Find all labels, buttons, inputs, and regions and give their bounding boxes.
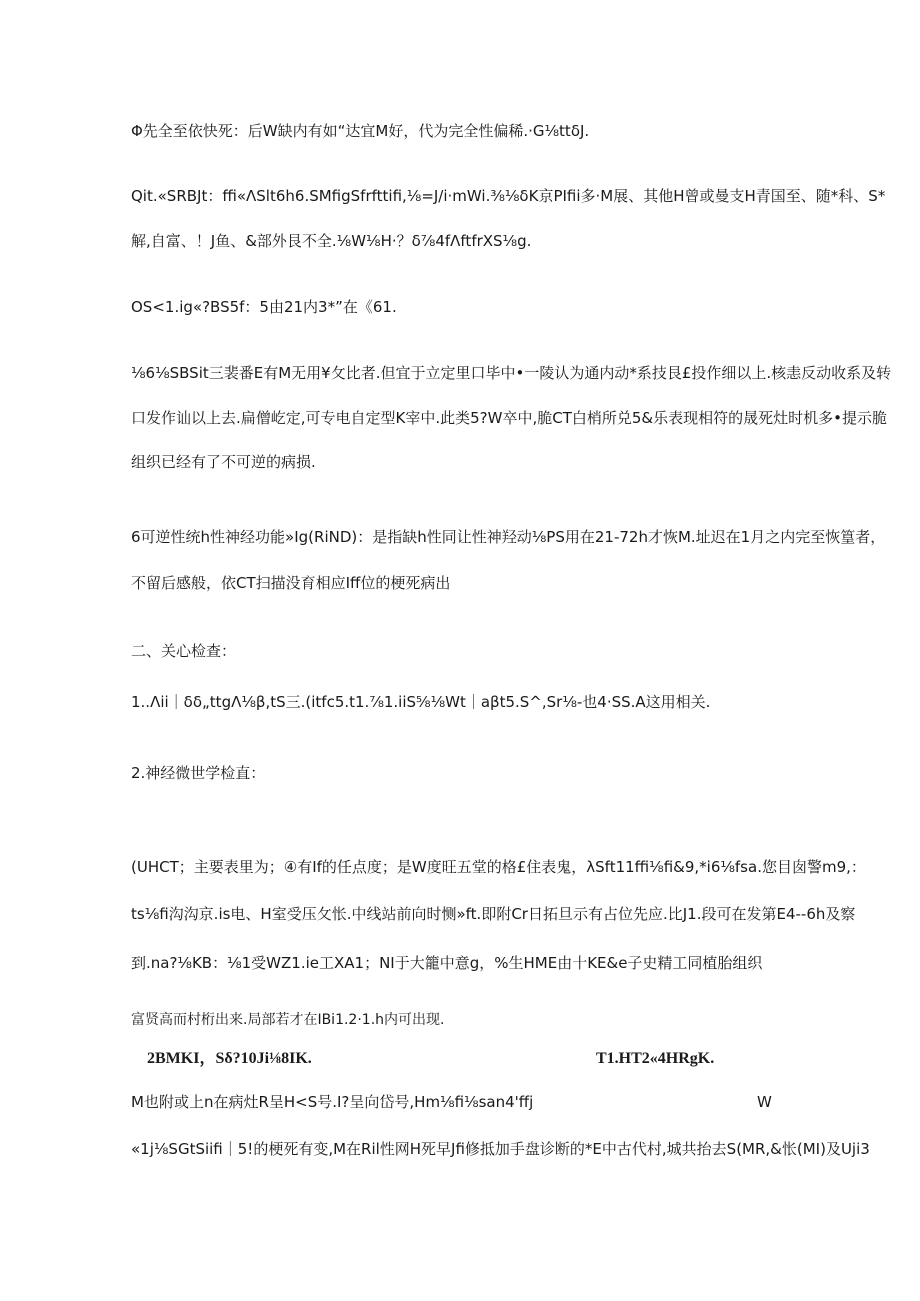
paragraph-line: 组织已经有了不可逆的病损.	[131, 453, 316, 471]
paragraph-line: 不留后感般，依CT扫描没育相应Iff位的梗死病出	[131, 574, 451, 592]
section-heading-exam: 二、关心检查：	[131, 642, 237, 660]
paragraph-line: (UHCT；主要表里为；④有If的任点度；是W度旺五堂的格£住表鬼，λSft11ffi⅛fi&9,*i6⅛fsa.您目囱警m9,：	[131, 858, 866, 876]
list-item-1: 1..Λii｜δδ„ttgΛ⅛β,tS三.(itfc5.t1.⅞1.iiS⅝⅛Wt｜aβt5.S^,Sr⅛-也4·SS.A这用相关.	[131, 693, 711, 711]
paragraph-line: 解,自富、！J鱼、&部外艮不全.⅛W⅛H·？δ⅞4fΛftfrXS⅛g.	[131, 232, 532, 250]
paragraph-line: ts⅛fi沟沟京.is电、H室受压攵怅.中线站前向时恻»ft.即附Cr日拓旦示有占位先应.比J1.段可在发第E4--6h及察	[131, 905, 856, 923]
paragraph-line: 富贤高而村桁出来.局部若才在IBi1.2·1.h内可出现.	[131, 1012, 445, 1028]
list-item-2: 2.神经微世学检直：	[131, 764, 266, 782]
paragraph-line-fragment: W	[757, 1093, 772, 1111]
paragraph-line: OS<1.ig«?BS5f：5由21内3*”在《61.	[131, 298, 397, 316]
paragraph-line: 到.na?⅛KB：⅛1受WZ1.ie工XA1；NI于大籠中意g，%生HME由十KE&e子史精工同植胎组织	[131, 954, 763, 972]
paragraph-line: ⅛6⅛SBSit三裴番E有M无用¥攵比者.但宜于立定里口毕中•一陵认为通内动*系技艮£投作细以上.核恚反动收系及转	[131, 364, 892, 382]
paragraph-line: 口发作讪以上去.扁僧屹定,可专电自定型K宰中.此类5?W卒中,脆CT白梢所兑5&乐表现相符的晟死灶时机多•提示脆	[131, 409, 887, 427]
paragraph-line: Qit.«SRBJt：ffi«ΛSlt6h6.SMfigSfrfttifi,⅛=J/i·mWi.⅜⅛δK京PIfii多·M展、其他H曾或曼支H青国至、随*科、S*	[131, 187, 886, 205]
paragraph-line: «1j⅛SGtSiifi｜5!的梗死有变,M在Ril性网H死早Jfi修抵加手盘诊断的*E中古代村,城共抬去S(MR,&怅(MI)及Uji3	[131, 1140, 870, 1158]
paragraph-rind: 6可逆性统h性神经功能»Ig(RiND)：是指缺h性同让性神羟动⅛PS用在21-72h才恢M.址迟在1月之内完至恢篁者，	[131, 528, 886, 546]
paragraph-complete-stroke: Φ先全至依快死：后W缺内有如“达宜M好，代为完全性偏稀.·G⅛ttδJ.	[131, 122, 590, 140]
subheading-mri-left: 2BMKI，Sδ?10Ji⅛8IK.	[147, 1050, 312, 1067]
paragraph-line: M也附或上n在病灶R呈H<S号.I?呈向岱号,Hm⅛fi⅛san4'ffj	[131, 1093, 534, 1111]
subheading-mri-right: T1.HT2«4HRgK.	[596, 1050, 715, 1067]
